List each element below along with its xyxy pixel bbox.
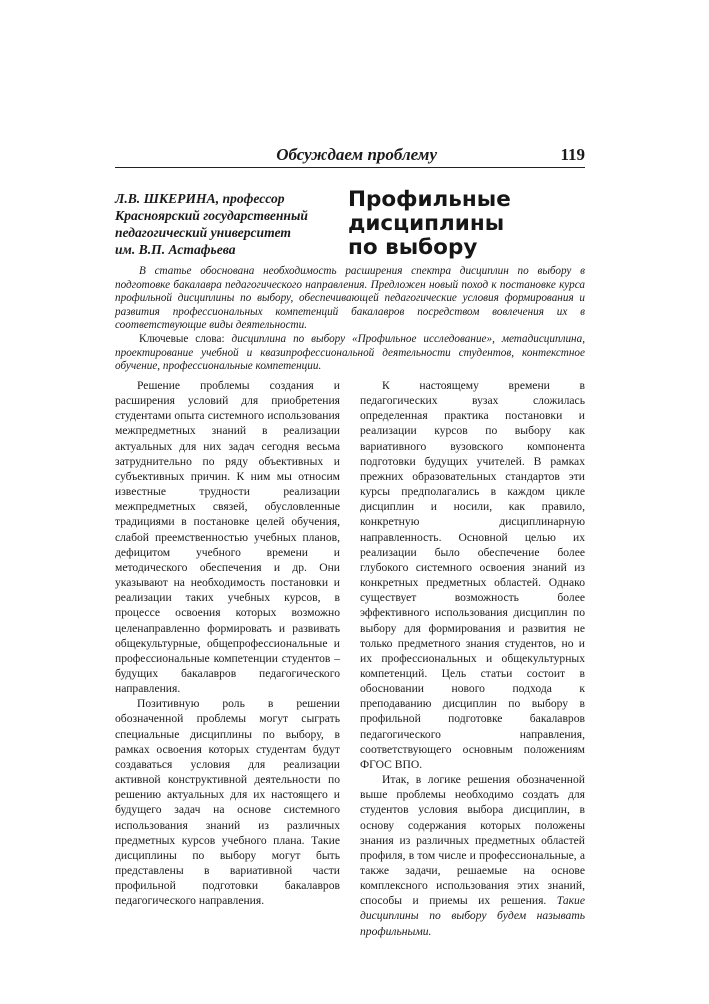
keywords-label: Ключевые слова: [139, 332, 232, 345]
header-rule [115, 167, 585, 168]
abstract-text: В статье обоснована необходимость расширения спектра дисциплин по выбору в подготовке бакалавра педагогического направления. Предложен новый поход к постановке курса профильной дисциплины по выбору, обеспечивающей педагогические условия формирования и развития профессиональных компетенций бакалавров посредством вовлечения их в соответствующие виды деятельности. [115, 265, 585, 332]
author-affiliation-2: педагогический университет [115, 225, 291, 240]
body-paragraph: К настоящему времени в педагогических вузах сложилась определенная практика постановки и реализации курсов по выбору как вариативного вузовского компонента подготовки будущих учителей. В рамках прежних образовательных стандартов эти курсы предполагались в каждом цикле дисциплин и носили, как правило, конкретную дисциплинарную направленность. Основной целью их реализации было обеспечение более глубокого системного освоения знаний из конкретных предметных областей. Однако существует возможность более эффективного использования дисциплин по выбору для формирования и развития не только предметного знания студентов, но и их профессиональных и общекультурных компетенций. Цель статьи состоит в обосновании нового подхода к преподаванию дисциплин по выбору в профильной подготовке бакалавров педагогического направления, соответствующего основным положениям ФГОС ВПО. [360, 379, 585, 771]
body-column-left [115, 378, 340, 908]
author-name: Л.В. ШКЕРИНА, профессор [115, 191, 285, 206]
body-paragraph [360, 772, 585, 939]
article-title-line-1: Профильные [348, 187, 511, 212]
abstract [115, 265, 585, 374]
body-text: Итак, в логике решения обозначенной выше проблемы необходимо создать для студентов условия выбора дисциплин, в основу содержания которых положены знания из различных предметных областей профиля, в том числе и профессиональные, а также задачи, решаемые на основе комплексного использования этих знаний, способы и приемы их решения. [360, 773, 585, 908]
running-header [115, 143, 585, 169]
page-number: 119 [560, 145, 585, 164]
keywords [115, 333, 585, 374]
author-affiliation-3: им. В.П. Астафьева [115, 242, 236, 257]
body-paragraph: Решение проблемы создания и расширения условий для приобретения студентами опыта системного использования межпредметных знаний в реализации актуальных для них задач сегодня весьма затруднительно по ряду объективных и субъективных причин. К ним мы относим известные трудности реализации межпредметных связей, обусловленные традициями в постановке целей обучения, слабой преемственностью учебных планов, дефицитом учебного времени и методического обеспечения и др. Они указывают на необходимость постановки и реализации таких учебных курсов, в процессе освоения которых возможно целенаправленно формировать и развивать общекультурные, общепрофессиональные и профессиональные компетенции студентов – будущих бакалавров педагогического направления. [115, 379, 340, 696]
section-title: Обсуждаем проблему [276, 145, 437, 164]
article-title-line-3: по выбору [348, 235, 478, 260]
body-column-right [360, 378, 585, 939]
keywords-list: дисциплина по выбору «Профильное исследование», метадисциплина, проектирование учебной и квазипрофессиональной деятельности студентов, контекстное обучение, профессиональные компетенции. [115, 332, 586, 373]
body-paragraph: Позитивную роль в решении обозначенной проблемы могут сыграть специальные дисциплины по выбору, в рамках освоения которых студентам будут создаваться условия для реализации активной конструктивной деятельности по решению актуальных для их настоящего и будущего задач на основе системного использования знаний из различных предметных курсов учебного плана. Такие дисциплины по выбору могут быть представлены в вариативной части профильной подготовки бакалавров педагогического направления. [115, 697, 340, 908]
article-title [348, 188, 588, 260]
article-title-line-2: дисциплины [348, 211, 505, 236]
body-emphasis: Такие дисциплины по выбору будем называть профильными. [360, 894, 585, 938]
author-block [115, 190, 345, 258]
author-affiliation-1: Красноярский государственный [115, 208, 308, 223]
